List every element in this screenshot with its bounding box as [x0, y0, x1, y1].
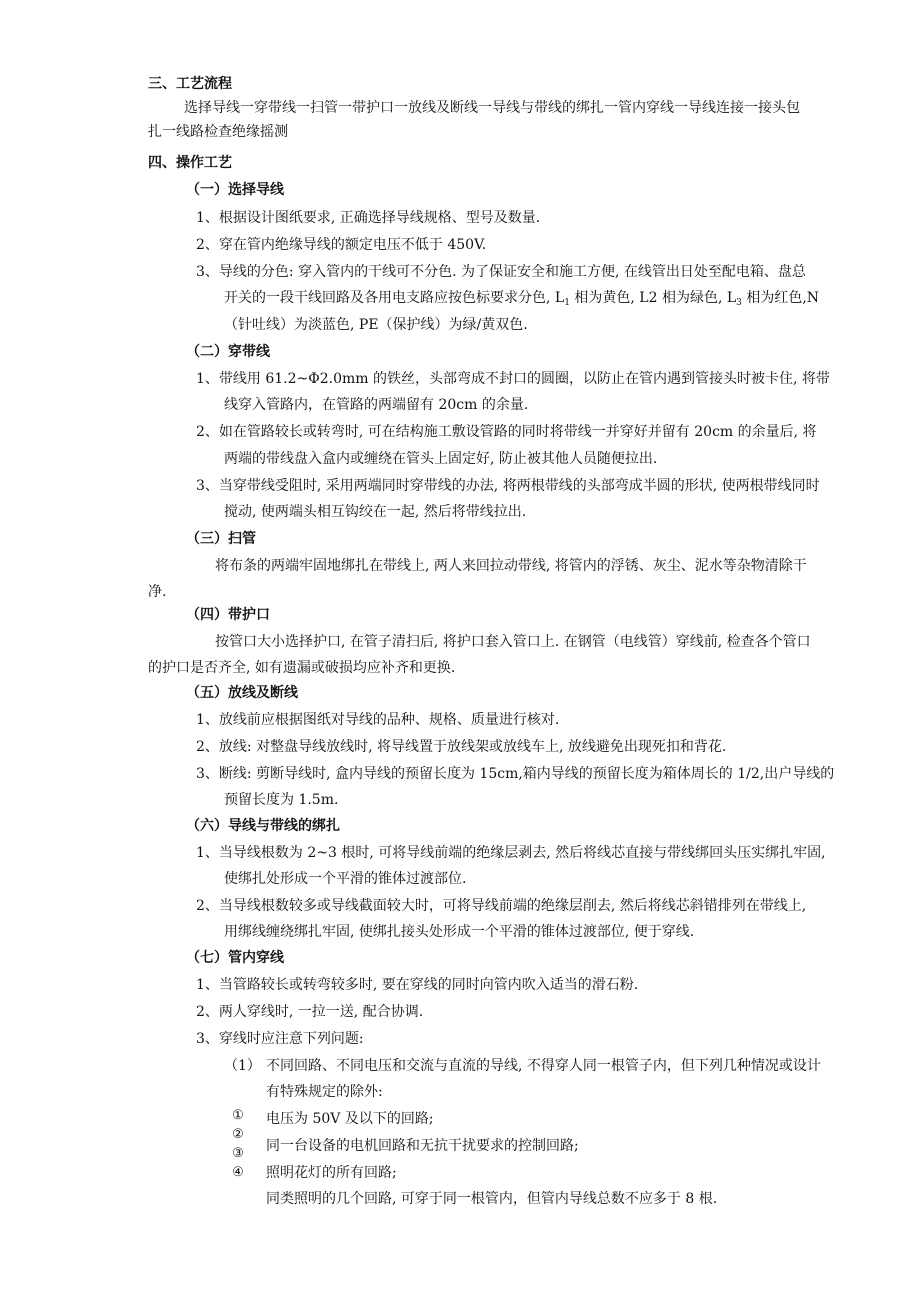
circle-marker: ③ [232, 1146, 244, 1161]
list-item: 1、根据设计图纸要求, 正确选择导线规格、型号及数量. [196, 210, 541, 226]
list-item-continuation: （针吐线）为淡蓝色, PE（保护线）为绿/黄双色. [224, 317, 528, 333]
circled-number-markers [228, 1106, 248, 1182]
exception-item: 同一台设备的电机回路和无抗干扰要求的控制回路; [266, 1138, 579, 1154]
list-item-continuation: 搅动, 使两端头相互钩绞在一起, 然后将带线拉出. [224, 504, 527, 520]
subsection-heading-select-wire: （一）选择导线 [186, 182, 284, 198]
list-item: 3、穿线时应注意下列问题: [196, 1031, 364, 1047]
paragraph-line: 将布条的两端牢固地绑扎在带线上, 两人来回拉动带线, 将管内的浮锈、灰尘、泥水等杂物清除干 [215, 558, 807, 574]
list-item: 1、当导线根数为 2~3 根时, 可将导线前端的绝缘层剥去, 然后将线芯直接与带线绑回头压实绑扎牢固, [196, 845, 826, 861]
text-run: 相为黄色, L2 相为绿色, L [569, 290, 737, 306]
list-item-continuation: 用绑线缠绕绑扎牢固, 使绑扎接头处形成一个平滑的锥体过渡部位, 便于穿线. [224, 924, 695, 940]
list-item-continuation: 两端的带线盘入盒内或缠绕在管头上固定好, 防止被其他人员随便拉出. [224, 451, 658, 467]
list-item: 2、如在管路较长或转弯时, 可在结构施工敷设管路的同时将带线一并穿好并留有 20cm 的余量后, 将 [196, 424, 817, 440]
list-item: 1、当管路较长或转弯较多时, 要在穿线的同时向管内吹入适当的滑石粉. [196, 977, 639, 993]
text-run: 相为红色,N [741, 290, 820, 306]
section-heading-operation: 四、操作工艺 [148, 155, 232, 171]
circle-marker: ② [232, 1127, 244, 1142]
subscript: 1 [564, 298, 570, 308]
list-item: 2、当导线根数较多或导线截面较大时，可将导线前端的绝缘层削去, 然后将线芯斜错排列在带线上, [196, 898, 807, 914]
paragraph-line: 按管口大小选择护口, 在管子清扫后, 将护口套入管口上. 在钢管（电线管）穿线前, 检查各个管口 [215, 634, 811, 650]
subsection-heading-threading: （七）管内穿线 [186, 950, 284, 966]
paragraph-line: 的护口是否齐全, 如有遗漏或破损均应补齐和更换. [148, 660, 456, 676]
subscript: 3 [736, 298, 742, 308]
list-item: 2、放线: 对整盘导线放线时, 将导线置于放线架或放线车上, 放线避免出现死扣和背花. [196, 739, 727, 755]
sub-item-text: 不同回路、不同电压和交流与直流的导线, 不得穿人同一根管子内，但下列几种情况或设计 [266, 1058, 821, 1074]
circle-marker: ① [232, 1108, 244, 1123]
circle-marker: ④ [232, 1165, 244, 1180]
section-heading-process-flow: 三、工艺流程 [148, 76, 232, 92]
paragraph-line: 净. [148, 584, 167, 600]
sub-item-number: （1） [224, 1058, 261, 1074]
list-item: 2、穿在管内绝缘导线的额定电压不低于 450V. [196, 237, 487, 253]
list-item: 1、放线前应根据图纸对导线的品种、规格、质量进行核对. [196, 712, 560, 728]
list-item: 3、断线: 剪断导线时, 盒内导线的预留长度为 15cm,箱内导线的预留长度为箱体周长的 1/2,出户导线的 [196, 766, 835, 782]
process-flow-text-line-1: 选择导线一穿带线一扫管一带护口一放线及断线一导线与带线的绑扎一管内穿线一导线连接一接头包 [184, 100, 800, 116]
text-run: 开关的一段干线回路及各用电支路应按色标要求分色, L [224, 290, 565, 306]
subsection-heading-guard-mouth: （四）带护口 [186, 607, 270, 623]
sub-item-continuation: 有特殊规定的除外: [266, 1084, 383, 1100]
exception-item: 照明花灯的所有回路; [266, 1165, 397, 1181]
exception-item: 同类照明的几个回路, 可穿于同一根管内，但管内导线总数不应多于 8 根. [266, 1191, 718, 1207]
list-item: 3、当穿带线受阻时, 采用两端同时穿带线的办法, 将两根带线的头部弯成半圆的形状, 使两根带线同时 [196, 478, 820, 494]
subsection-heading-payout-cut: （五）放线及断线 [186, 685, 298, 701]
list-item: 1、带线用 61.2~Φ2.0mm 的铁丝，头部弯成不封口的圆圈，以防止在管内遇到管接头时被卡住, 将带 [196, 371, 830, 387]
list-item-continuation: 线穿入管路内，在管路的两端留有 20cm 的余量. [224, 397, 529, 413]
process-flow-text-line-2: 扎一线路检查绝缘摇测 [148, 124, 288, 140]
list-item-continuation: 使绑扎处形成一个平滑的锥体过渡部位. [224, 871, 467, 887]
subsection-heading-binding: （六）导线与带线的绑扎 [186, 818, 340, 834]
list-item: 2、两人穿线时, 一拉一送, 配合协调. [196, 1004, 424, 1020]
list-item-continuation [224, 288, 819, 308]
subsection-heading-sweep-pipe: （三）扫管 [186, 531, 256, 547]
exception-item: 电压为 50V 及以下的回路; [266, 1111, 434, 1127]
list-item: 3、导线的分色: 穿入管内的干线可不分色. 为了保证安全和施工方便, 在线管出日处至配电箱、盘总 [196, 264, 806, 280]
subsection-heading-pull-line: （二）穿带线 [186, 344, 270, 360]
list-item-continuation: 预留长度为 1.5m. [224, 792, 339, 808]
